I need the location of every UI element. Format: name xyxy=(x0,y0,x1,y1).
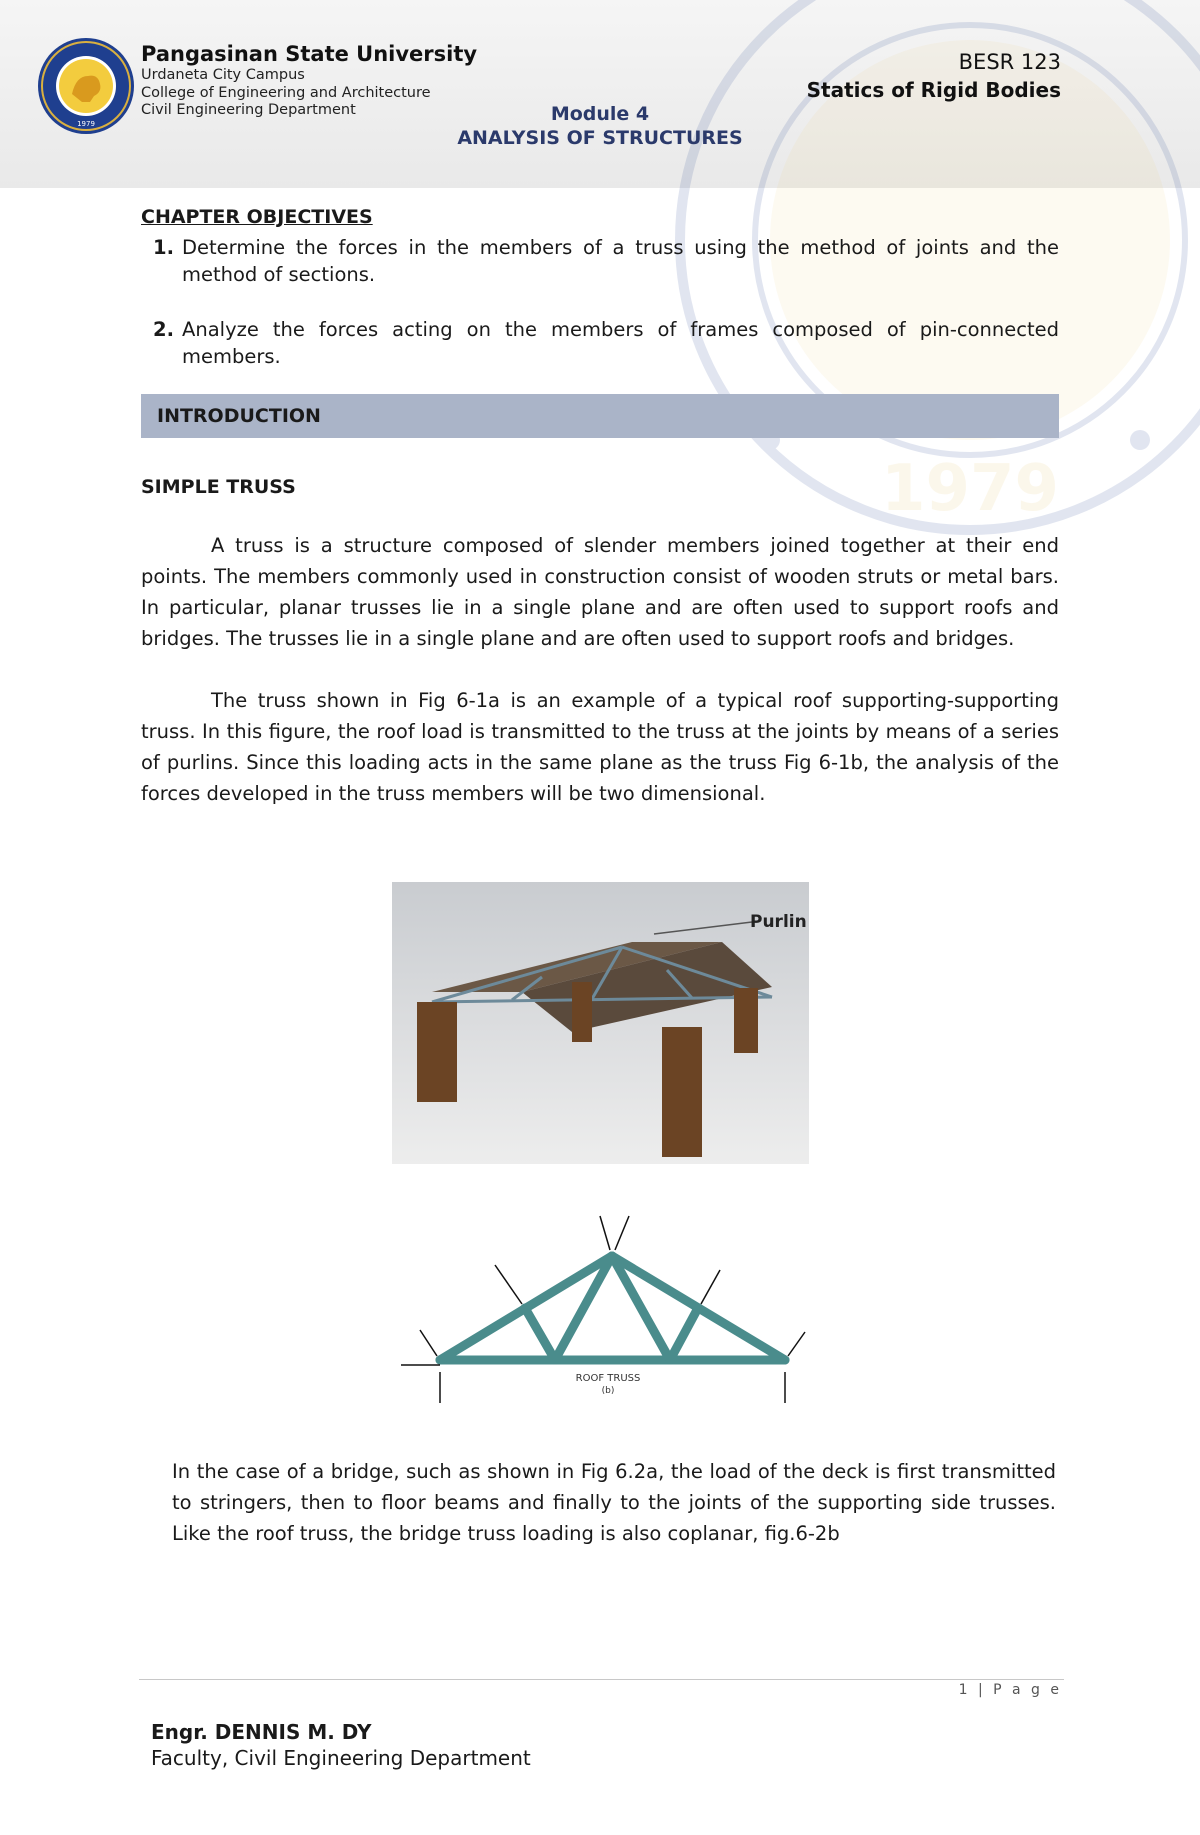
roof-truss-diagram xyxy=(395,1210,810,1405)
post-back xyxy=(572,982,592,1042)
objective-text: Determine the forces in the members of a truss using the method of joints and the method of sections. xyxy=(182,236,1059,286)
course-title: Statics of Rigid Bodies xyxy=(806,78,1061,102)
roof-truss-photo xyxy=(392,882,809,1164)
main-content xyxy=(141,200,1059,829)
objective-item xyxy=(141,316,1059,370)
module-title: ANALYSIS OF STRUCTURES xyxy=(457,127,743,149)
department-name: Civil Engineering Department xyxy=(141,101,356,118)
purlin-label: Purlin xyxy=(750,912,807,932)
footer-divider xyxy=(139,1679,1064,1680)
course-code: BESR 123 xyxy=(958,50,1061,74)
watermark-year: 1979 xyxy=(880,452,1060,526)
objective-text: Analyze the forces acting on the members of frames composed of pin-connected members. xyxy=(182,318,1059,368)
module-number: Module 4 xyxy=(550,103,650,125)
objective-number: 1. xyxy=(153,236,174,259)
author-role: Faculty, Civil Engineering Department xyxy=(151,1746,531,1770)
intro-paragraph-1: A truss is a structure composed of slender members joined together at their end points. The members commonly used in construction consist of wooden struts or metal bars. In particular, planar trusses lie in a single plane and are often used to support roofs and bridges. The trusses lie in a single plane and are often used to support roofs and bridges. xyxy=(141,534,1059,650)
objective-number: 2. xyxy=(153,318,174,341)
objective-item xyxy=(141,234,1059,288)
roof-truss-sublabel: (b) xyxy=(601,1386,615,1396)
intro-paragraph-3: In the case of a bridge, such as shown in Fig 6.2a, the load of the deck is first transmitted to stringers, then to floor beams and finally to the joints of the supporting side trusses. Like the roof truss, the bridge truss loading is also coplanar, fig.6-2b xyxy=(172,1459,1056,1545)
course-block xyxy=(807,50,1061,102)
campus-name: Urdaneta City Campus xyxy=(141,67,305,84)
intro-paragraph-2: The truss shown in Fig 6-1a is an example of a typical roof supporting-supporting truss. In this figure, the roof load is transmitted to the truss at the joints by means of a series of purlins. Since this loading acts in the same plane as the truss Fig 6-1b, the analysis of the forces developed in the truss members will be two dimensional. xyxy=(141,689,1059,805)
author-name: Engr. DENNIS M. DY xyxy=(151,1720,372,1744)
university-name: Pangasinan State University xyxy=(141,42,478,66)
post-right xyxy=(734,988,758,1053)
roof-truss-label: ROOF TRUSS xyxy=(575,1373,641,1384)
college-name: College of Engineering and Architecture xyxy=(141,84,431,101)
objectives-list xyxy=(141,234,1059,370)
module-heading xyxy=(0,103,1200,149)
seal-year: 1979 xyxy=(77,120,95,128)
post-left xyxy=(417,1002,457,1102)
introduction-bar: INTRODUCTION xyxy=(141,394,1059,438)
page-number: 1 | P a g e xyxy=(958,1682,1062,1698)
simple-truss-title: SIMPLE TRUSS xyxy=(141,476,296,498)
post-front xyxy=(662,1027,702,1157)
objectives-title: CHAPTER OBJECTIVES xyxy=(141,206,373,228)
